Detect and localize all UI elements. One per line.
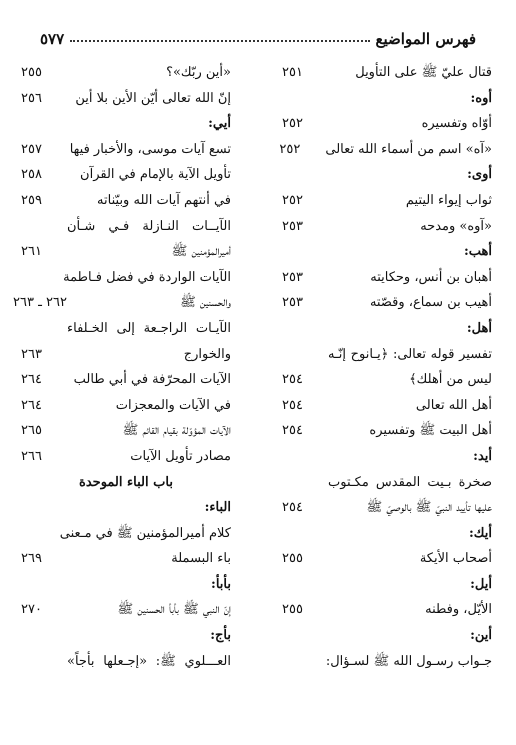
index-entry [21, 60, 231, 86]
index-entry [21, 316, 231, 342]
index-entry [21, 649, 231, 675]
entry-page-number: ٢٦٥ [21, 423, 42, 439]
index-heading [282, 572, 492, 598]
entry-page-number: ٢٥٤ [282, 397, 303, 413]
index-entry [21, 188, 231, 214]
index-heading [282, 521, 492, 547]
index-entry [21, 342, 231, 368]
entry-text: تسع آيات موسى، والأخبار فيها [69, 141, 231, 157]
index-heading [282, 162, 492, 188]
entry-text: صخرة بـيت المقدس مكـتوب [328, 474, 492, 490]
entry-text: الأيّل، وفطنه [425, 602, 492, 618]
entry-text: باء البسملة [171, 551, 231, 567]
entry-text: جـواب رسـول الله ﷺ لسـؤال: [325, 653, 492, 669]
entry-text: قتال عليّ ﷺ على التأويل [355, 65, 492, 80]
entry-text: أوه: [470, 90, 492, 106]
entry-page-number: ٢٦٤ [21, 397, 42, 413]
index-entry [21, 597, 231, 623]
index-entry [21, 137, 231, 163]
entry-page-number: ٢٥٢ [282, 116, 303, 132]
index-entry [282, 111, 492, 137]
entry-page-number: ٢٦٩ [21, 551, 42, 567]
entry-page-number: ٢٥٣ [282, 269, 303, 285]
entry-text: تأويل الآية بالإمام في القرآن [80, 167, 231, 183]
entry-page-number: ٢٦٦ [21, 448, 42, 464]
index-entry [282, 265, 492, 291]
entry-text: ثواب إيواء اليتيم [405, 192, 492, 208]
entry-page-number: ٢٥٨ [21, 167, 42, 183]
index-entry [282, 649, 492, 675]
index-entry [21, 546, 231, 572]
entry-text: والخوارج [183, 346, 231, 362]
entry-text: «أين ربّك»؟ [166, 65, 231, 80]
entry-text: الآيات المحرّفة في أبي طالب [73, 372, 231, 388]
entry-text: أهل البيت ﷺ وتفسيره [369, 423, 492, 439]
index-entry [282, 290, 492, 316]
left-index-column [13, 60, 231, 674]
page-number: ٥٧٧ [40, 30, 65, 48]
index-entry [21, 367, 231, 393]
entry-text: الآيات الواردة في فضل فـاطمة [63, 269, 231, 285]
index-entry [21, 393, 231, 419]
entry-text: أوّاه وتفسيره [421, 116, 492, 132]
index-entry [13, 290, 231, 316]
index-heading [21, 572, 231, 598]
index-entry [21, 418, 231, 444]
entry-page-number: ٢٥٢ [279, 141, 301, 157]
entry-text: «آوه» ومدحه [420, 218, 492, 234]
entry-page-number: ٢٦١ [21, 244, 42, 260]
index-entry [21, 162, 231, 188]
entry-page-number: ٢٥٩ [21, 192, 42, 208]
entry-page-number: ٢٥٣ [282, 218, 303, 234]
section-title [21, 470, 231, 496]
entry-page-number: ٢٥١ [282, 65, 303, 80]
entry-text: أيد: [473, 448, 492, 464]
index-heading [282, 444, 492, 470]
entry-text: أوى: [467, 167, 492, 183]
entry-text: باب الباء الموحدة [79, 474, 173, 490]
entry-page-number: ٢٦٤ [21, 372, 42, 388]
running-title: فهرس المواضيع [375, 30, 476, 48]
entry-text: ليس من أهلك﴾ [409, 372, 492, 388]
right-index-column [279, 60, 492, 674]
entry-text: الآيات المؤوّلة بقيام القائم ﷺ [122, 423, 231, 439]
entry-text: أيك: [469, 525, 492, 541]
index-entry [282, 546, 492, 572]
dot-leader [70, 40, 369, 42]
index-heading [282, 86, 492, 112]
index-entry [282, 393, 492, 419]
index-entry [282, 470, 492, 496]
entry-page-number: ٢٥٣ [282, 295, 303, 311]
entry-text: تفسير قوله تعالى: ﴿يـانوح إنّـه [328, 346, 492, 362]
index-entry [282, 597, 492, 623]
index-heading [21, 111, 231, 137]
entry-text: الآيــات النـازلة فـي شـأن [67, 218, 231, 234]
entry-text: أين: [470, 628, 492, 644]
entry-text: العـــلوي ﷺ: «إجـعلها بأجاً» [67, 653, 231, 669]
index-entry [282, 342, 492, 368]
entry-text: مصادر تأويل الآيات [130, 448, 231, 464]
index-entry [21, 239, 231, 265]
index-entry [21, 86, 231, 112]
index-heading [282, 316, 492, 342]
entry-text: أيل: [470, 576, 492, 592]
entry-text: كلام أميرالمؤمنين ﷺ في مـعنى [59, 525, 231, 541]
entry-text: أهب: [463, 244, 492, 260]
entry-text: أهل: [466, 320, 492, 336]
entry-page-number: ٢٥٥ [282, 551, 303, 567]
index-entry [21, 521, 231, 547]
index-entry [282, 367, 492, 393]
entry-page-number: ٢٦٢ ـ ٢٦٣ [13, 295, 67, 311]
index-heading [21, 495, 231, 521]
entry-text: أميرالمؤمنين ﷺ [171, 244, 231, 260]
page-header [40, 22, 476, 48]
entry-text: أهيب بن سماع، وقصّته [369, 295, 492, 311]
entry-page-number: ٢٥٥ [282, 602, 303, 618]
entry-text: بأج: [210, 628, 231, 644]
entry-text: الباء: [204, 500, 231, 516]
entry-text: إنّ الله تعالى أيّن الأين بلا أين [75, 90, 231, 106]
entry-text: بأبأ: [211, 576, 231, 592]
index-entry [21, 214, 231, 240]
entry-text: إنّ النبي ﷺ بأبأ الحسنين ﷺ [117, 602, 231, 618]
entry-page-number: ٢٥٤ [282, 500, 303, 516]
index-entry [282, 60, 492, 86]
entry-page-number: ٢٦٣ [21, 346, 42, 362]
entry-text: والحسنين ﷺ [180, 295, 231, 311]
entry-text: الآيـات الراجـعة إلى الخـلفاء [67, 320, 231, 336]
entry-text: أيي: [208, 116, 231, 132]
index-entry [282, 214, 492, 240]
entry-text: أصحاب الأيكة [419, 551, 492, 567]
entry-text: عليها تأييد النبيّ ﷺ بالوصيّ ﷺ [366, 500, 492, 516]
entry-text: أهبان بن أنس، وحكايته [370, 269, 492, 285]
entry-page-number: ٢٥٦ [21, 90, 42, 106]
index-entry [282, 188, 492, 214]
entry-page-number: ٢٥٥ [21, 65, 42, 80]
entry-text: في الآيات والمعجزات [115, 397, 231, 413]
index-heading [21, 623, 231, 649]
index-entry [21, 265, 231, 291]
entry-page-number: ٢٧٠ [21, 602, 42, 618]
entry-text: أهل الله تعالى [415, 397, 492, 413]
entry-page-number: ٢٥٢ [282, 192, 303, 208]
entry-page-number: ٢٥٤ [282, 372, 303, 388]
index-heading [282, 623, 492, 649]
entry-page-number: ٢٥٧ [21, 141, 42, 157]
entry-text: «آه» اسم من أسماء الله تعالى [325, 141, 492, 157]
index-heading [282, 239, 492, 265]
index-entry [279, 137, 492, 163]
index-entry [282, 495, 492, 521]
index-entry [21, 444, 231, 470]
entry-page-number: ٢٥٤ [282, 423, 303, 439]
index-entry [282, 418, 492, 444]
entry-text: في أنتهم آيات الله وبيّناته [97, 192, 231, 208]
